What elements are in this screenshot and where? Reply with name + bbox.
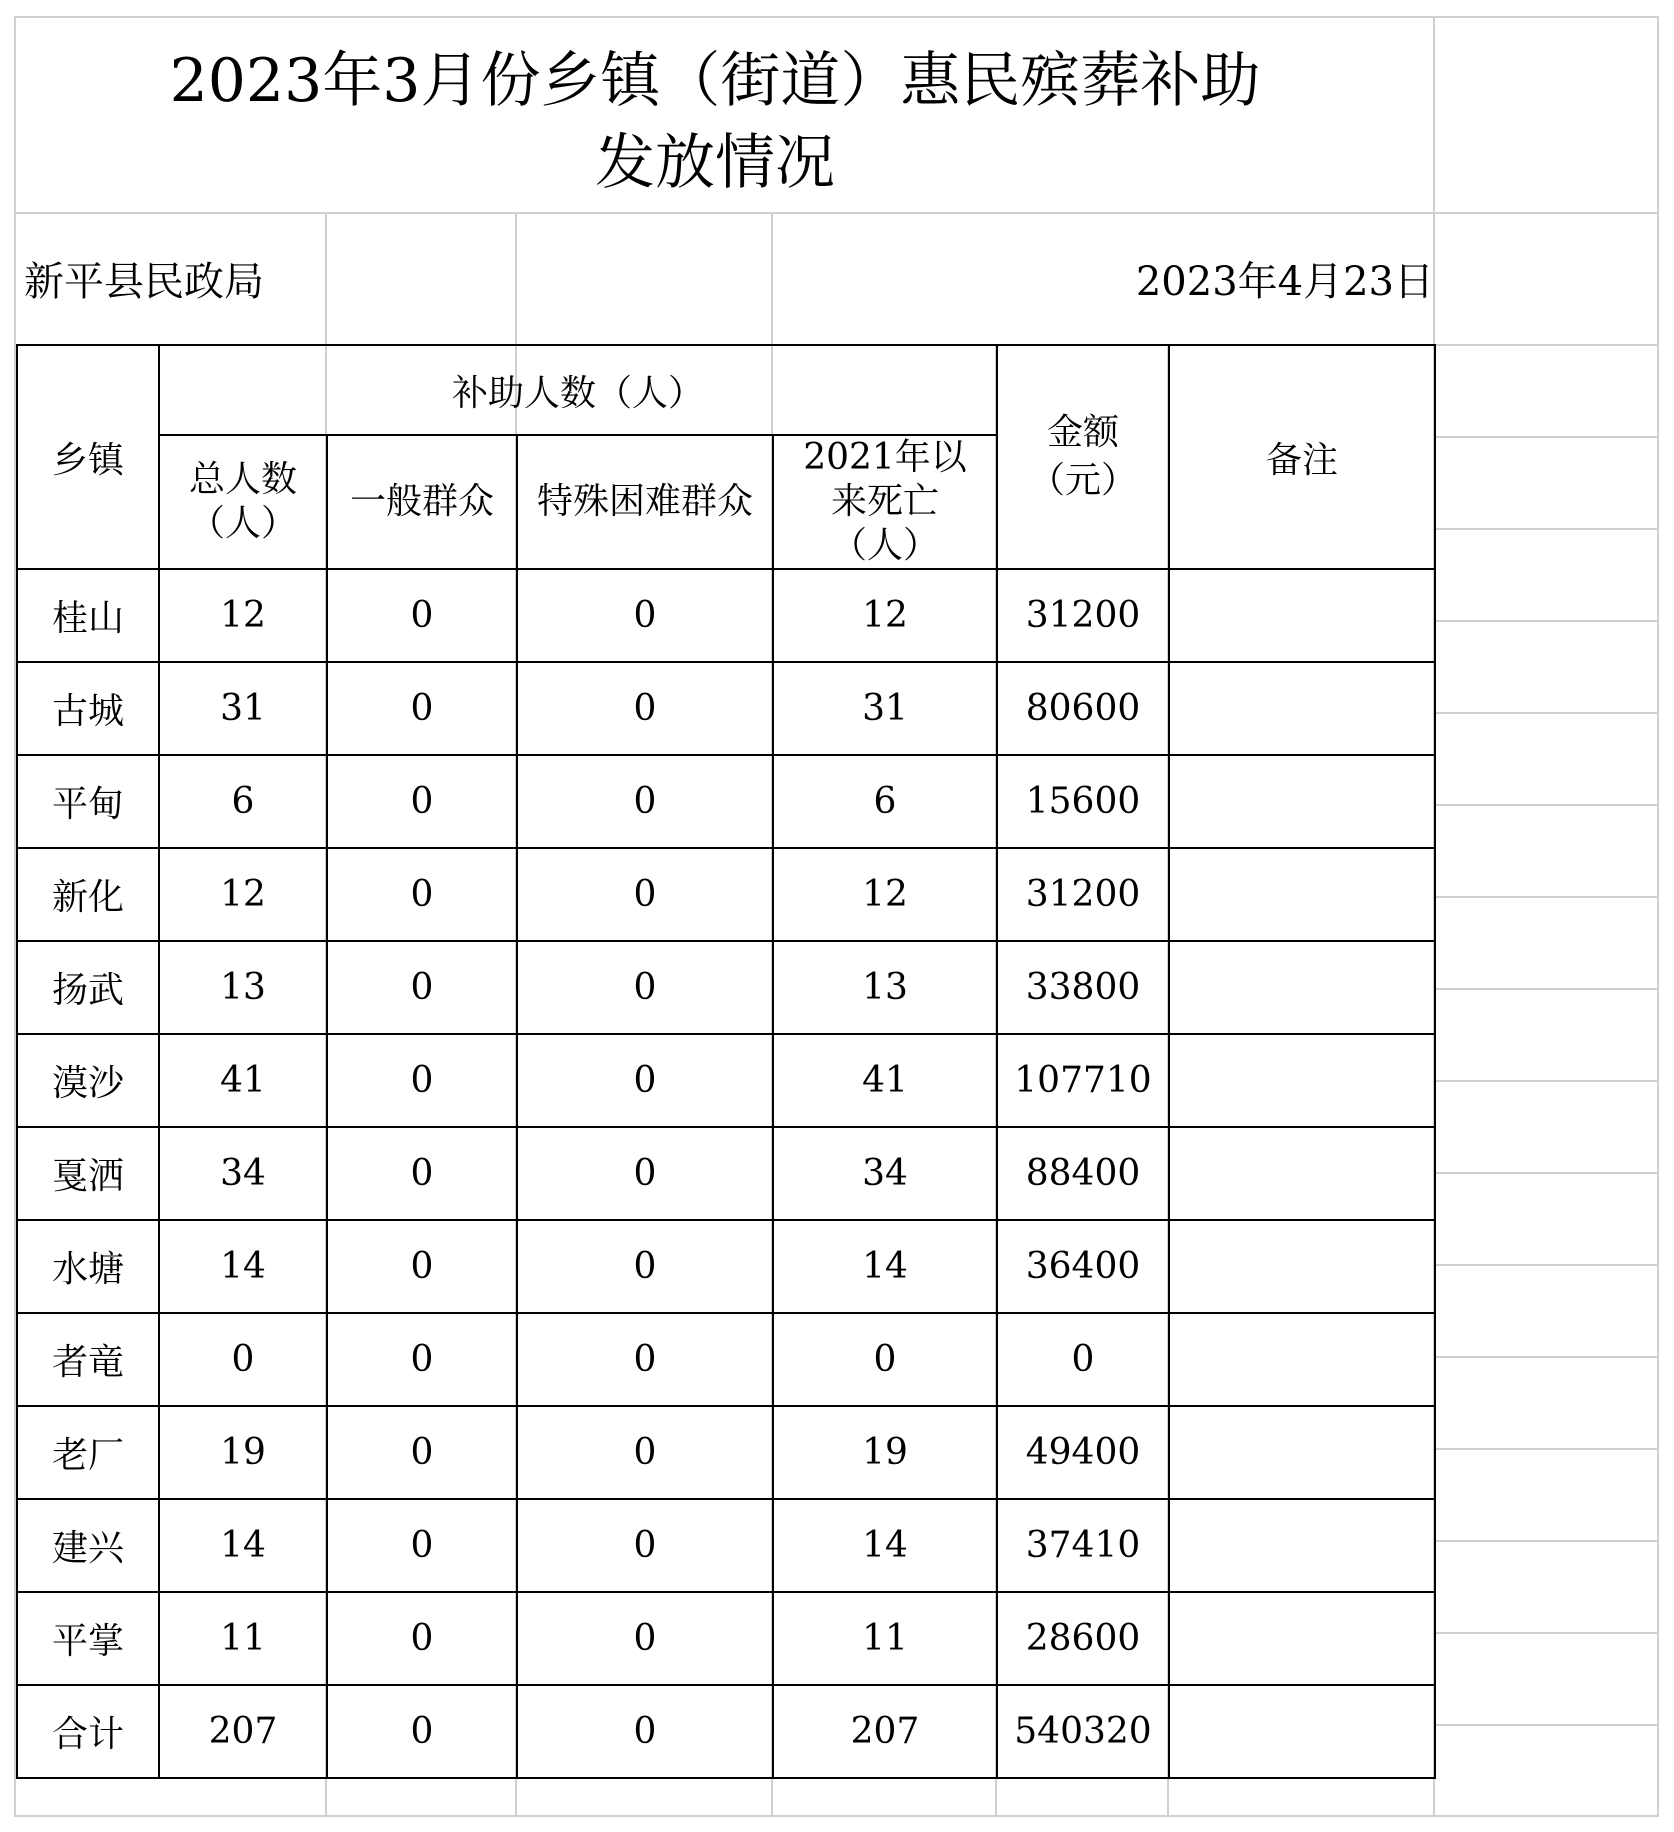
header-since-2021: 2021年以来死亡（人） xyxy=(773,435,997,569)
cell-remark xyxy=(1169,755,1435,848)
header-remark: 备注 xyxy=(1169,345,1435,569)
cell-special: 0 xyxy=(517,1406,773,1499)
table-row xyxy=(17,1220,1435,1313)
cell-special: 0 xyxy=(517,1499,773,1592)
cell-general: 0 xyxy=(327,755,517,848)
table-row xyxy=(17,755,1435,848)
cell-amount: 49400 xyxy=(997,1406,1169,1499)
cell-special: 0 xyxy=(517,941,773,1034)
cell-remark xyxy=(1169,1127,1435,1220)
cell-town: 建兴 xyxy=(17,1499,159,1592)
cell-total: 19 xyxy=(159,1406,327,1499)
grid-line xyxy=(14,1815,1659,1817)
cell-remark xyxy=(1169,1220,1435,1313)
cell-special: 0 xyxy=(517,569,773,662)
cell-general: 0 xyxy=(327,1220,517,1313)
header-general: 一般群众 xyxy=(327,435,517,569)
cell-since2021: 6 xyxy=(773,755,997,848)
cell-total: 11 xyxy=(159,1592,327,1685)
cell-general: 0 xyxy=(327,1592,517,1685)
cell-total: 34 xyxy=(159,1127,327,1220)
cell-amount: 37410 xyxy=(997,1499,1169,1592)
page-title xyxy=(140,40,1290,204)
cell-town: 漠沙 xyxy=(17,1034,159,1127)
grid-line xyxy=(1433,896,1659,898)
grid-line xyxy=(1433,804,1659,806)
cell-amount: 107710 xyxy=(997,1034,1169,1127)
table-row xyxy=(17,848,1435,941)
cell-amount: 80600 xyxy=(997,662,1169,755)
cell-total: 13 xyxy=(159,941,327,1034)
cell-remark xyxy=(1169,1034,1435,1127)
cell-since2021: 12 xyxy=(773,569,997,662)
cell-since2021: 14 xyxy=(773,1220,997,1313)
table-row xyxy=(17,1313,1435,1406)
grid-line xyxy=(1433,1448,1659,1450)
cell-special: 0 xyxy=(517,1220,773,1313)
header-subsidy-count: 补助人数（人） xyxy=(159,345,997,435)
cell-amount: 36400 xyxy=(997,1220,1169,1313)
cell-amount: 540320 xyxy=(997,1685,1169,1778)
header-total: 总人数（人） xyxy=(159,435,327,569)
cell-amount: 88400 xyxy=(997,1127,1169,1220)
cell-special: 0 xyxy=(517,1592,773,1685)
title-line-1: 2023年3月份乡镇（街道）惠民殡葬补助 xyxy=(169,46,1261,116)
cell-general: 0 xyxy=(327,1685,517,1778)
cell-since2021: 11 xyxy=(773,1592,997,1685)
cell-remark xyxy=(1169,1685,1435,1778)
cell-remark xyxy=(1169,1499,1435,1592)
cell-special: 0 xyxy=(517,662,773,755)
cell-town: 平掌 xyxy=(17,1592,159,1685)
cell-total: 0 xyxy=(159,1313,327,1406)
subsidy-table xyxy=(16,344,1436,1779)
grid-line xyxy=(1433,1264,1659,1266)
cell-general: 0 xyxy=(327,662,517,755)
cell-remark xyxy=(1169,662,1435,755)
report-date: 2023年4月23日 xyxy=(1135,259,1434,305)
cell-since2021: 34 xyxy=(773,1127,997,1220)
cell-total: 14 xyxy=(159,1499,327,1592)
cell-general: 0 xyxy=(327,1313,517,1406)
cell-special: 0 xyxy=(517,1685,773,1778)
cell-general: 0 xyxy=(327,1499,517,1592)
cell-remark xyxy=(1169,1313,1435,1406)
grid-line xyxy=(1433,1540,1659,1542)
cell-special: 0 xyxy=(517,1127,773,1220)
cell-general: 0 xyxy=(327,848,517,941)
cell-special: 0 xyxy=(517,1313,773,1406)
cell-special: 0 xyxy=(517,755,773,848)
header-town: 乡镇 xyxy=(17,345,159,569)
cell-since2021: 207 xyxy=(773,1685,997,1778)
cell-town: 戛洒 xyxy=(17,1127,159,1220)
cell-amount: 31200 xyxy=(997,848,1169,941)
table-row xyxy=(17,1685,1435,1778)
cell-since2021: 41 xyxy=(773,1034,997,1127)
cell-since2021: 19 xyxy=(773,1406,997,1499)
grid-line xyxy=(14,16,1659,18)
cell-general: 0 xyxy=(327,1127,517,1220)
cell-town: 者竜 xyxy=(17,1313,159,1406)
cell-general: 0 xyxy=(327,1406,517,1499)
cell-town: 平甸 xyxy=(17,755,159,848)
cell-since2021: 14 xyxy=(773,1499,997,1592)
cell-town: 水塘 xyxy=(17,1220,159,1313)
table-row xyxy=(17,941,1435,1034)
grid-line xyxy=(1433,1356,1659,1358)
table-row xyxy=(17,1499,1435,1592)
cell-town: 老厂 xyxy=(17,1406,159,1499)
cell-general: 0 xyxy=(327,569,517,662)
cell-general: 0 xyxy=(327,941,517,1034)
cell-special: 0 xyxy=(517,1034,773,1127)
cell-total: 31 xyxy=(159,662,327,755)
grid-line xyxy=(1657,16,1659,1816)
title-line-2: 发放情况 xyxy=(595,128,835,198)
cell-amount: 0 xyxy=(997,1313,1169,1406)
cell-total: 6 xyxy=(159,755,327,848)
grid-line xyxy=(14,212,1659,214)
grid-line xyxy=(1433,1080,1659,1082)
cell-remark xyxy=(1169,941,1435,1034)
cell-total: 14 xyxy=(159,1220,327,1313)
cell-since2021: 13 xyxy=(773,941,997,1034)
cell-general: 0 xyxy=(327,1034,517,1127)
cell-total: 207 xyxy=(159,1685,327,1778)
cell-amount: 15600 xyxy=(997,755,1169,848)
cell-total: 41 xyxy=(159,1034,327,1127)
header-special: 特殊困难群众 xyxy=(517,435,773,569)
cell-since2021: 12 xyxy=(773,848,997,941)
table-row xyxy=(17,569,1435,662)
cell-since2021: 0 xyxy=(773,1313,997,1406)
table-row xyxy=(17,1592,1435,1685)
table-row xyxy=(17,662,1435,755)
cell-total: 12 xyxy=(159,848,327,941)
grid-line xyxy=(1433,436,1659,438)
cell-since2021: 31 xyxy=(773,662,997,755)
cell-remark xyxy=(1169,569,1435,662)
cell-amount: 31200 xyxy=(997,569,1169,662)
cell-total: 12 xyxy=(159,569,327,662)
table-row xyxy=(17,1127,1435,1220)
grid-line xyxy=(1433,988,1659,990)
cell-remark xyxy=(1169,848,1435,941)
issuing-organization: 新平县民政局 xyxy=(24,259,264,305)
cell-amount: 33800 xyxy=(997,941,1169,1034)
header-amount: 金额（元） xyxy=(997,345,1169,569)
grid-line xyxy=(1433,712,1659,714)
cell-town: 桂山 xyxy=(17,569,159,662)
cell-remark xyxy=(1169,1592,1435,1685)
cell-special: 0 xyxy=(517,848,773,941)
cell-town: 新化 xyxy=(17,848,159,941)
cell-amount: 28600 xyxy=(997,1592,1169,1685)
grid-line xyxy=(1433,620,1659,622)
table-row xyxy=(17,1034,1435,1127)
cell-town: 古城 xyxy=(17,662,159,755)
grid-line xyxy=(1433,1632,1659,1634)
grid-line xyxy=(1433,1724,1659,1726)
cell-town: 扬武 xyxy=(17,941,159,1034)
grid-line xyxy=(1433,1172,1659,1174)
cell-remark xyxy=(1169,1406,1435,1499)
table-row xyxy=(17,1406,1435,1499)
cell-town: 合计 xyxy=(17,1685,159,1778)
grid-line xyxy=(1433,528,1659,530)
